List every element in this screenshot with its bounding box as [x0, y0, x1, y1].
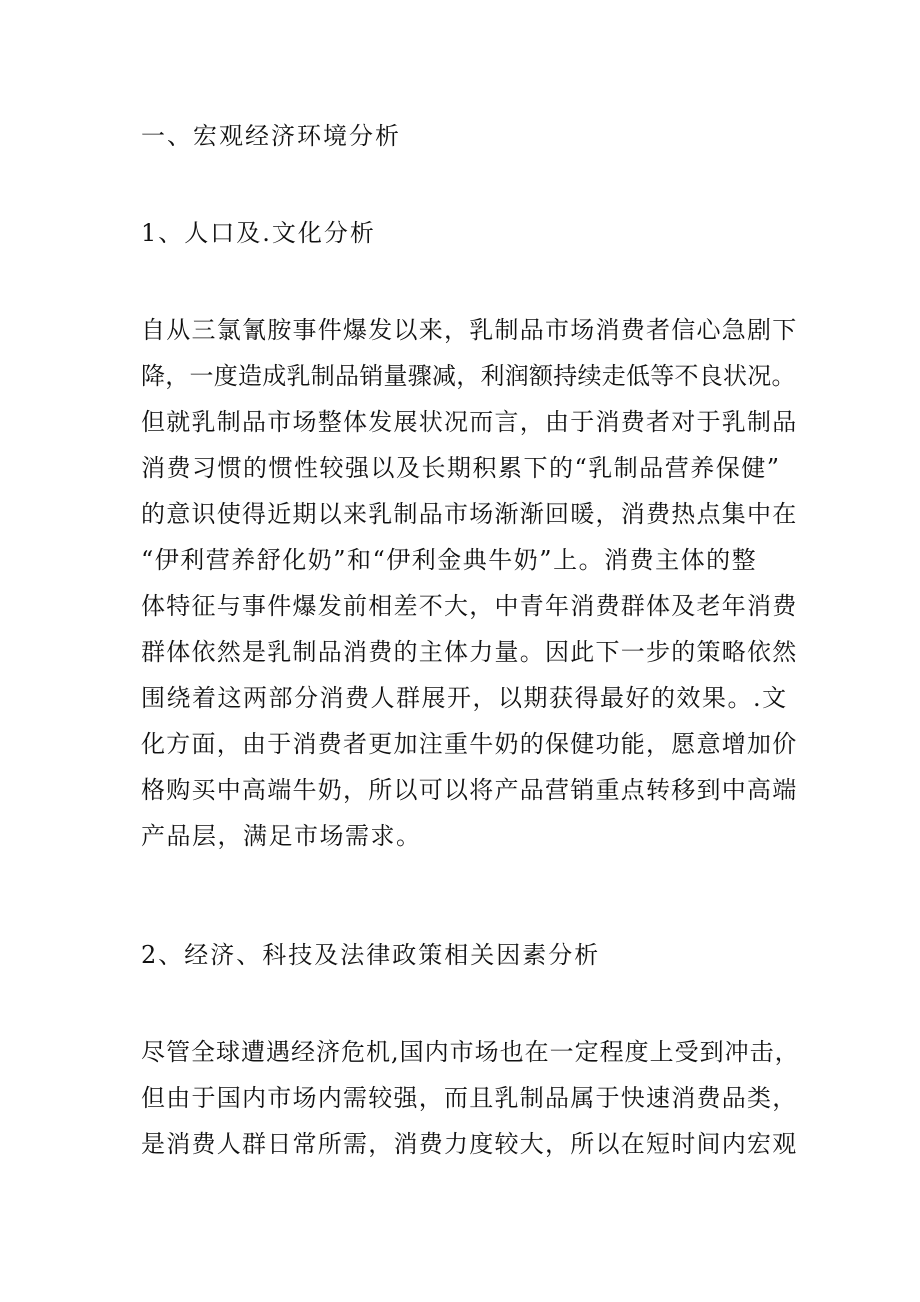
- paragraph-line: 是消费人群日常所需，消费力度较大，所以在短时间内宏观: [141, 1130, 798, 1158]
- paragraph-line: 体特征与事件爆发前相差不大，中青年消费群体及老年消费: [141, 592, 798, 620]
- paragraph-line: 化方面，由于消费者更加注重牛奶的保健功能，愿意增加价: [141, 730, 798, 758]
- subsection-1-heading: [141, 210, 801, 256]
- paragraph-line: 的意识使得近期以来乳制品市场渐渐回暖，消费热点集中在: [141, 500, 798, 528]
- paragraph-line: 但就乳制品市场整体发展状况而言，由于消费者对于乳制品: [141, 408, 798, 436]
- paragraph-line: 产品层，满足市场需求。: [141, 822, 422, 850]
- section-heading-text: 一、宏观经济环境分析: [141, 122, 401, 150]
- paragraph-line: 自从三氯氰胺事件爆发以来，乳制品市场消费者信心急剧下: [141, 316, 798, 344]
- section-heading: [141, 113, 801, 159]
- paragraph-line: 降，一度造成乳制品销量骤减，利润额持续走低等不良状况。: [141, 362, 796, 390]
- paragraph-line: 围绕着这两部分消费人群展开，以期获得最好的效果。.文: [141, 684, 788, 712]
- subsection-1-paragraph: [141, 307, 801, 859]
- paragraph-line: 尽管全球遭遇经济危机,国内市场也在一定程度上受到冲击，: [141, 1038, 800, 1066]
- paragraph-line: 消费习惯的惯性较强以及长期积累下的“乳制品营养保健”: [141, 454, 781, 482]
- paragraph-line: 格购买中高端牛奶，所以可以将产品营销重点转移到中高端: [141, 776, 798, 804]
- subsection-1-heading-text: 1、人口及.文化分析: [141, 219, 376, 247]
- paragraph-line: “伊利营养舒化奶”和“伊利金典牛奶”上。消费主体的整: [141, 546, 758, 574]
- paragraph-line: 群体依然是乳制品消费的主体力量。因此下一步的策略依然: [141, 638, 798, 666]
- subsection-2-heading: [141, 932, 801, 978]
- subsection-2-paragraph: [141, 1029, 801, 1167]
- subsection-2-heading-text: 2、经济、科技及法律政策相关因素分析: [141, 941, 601, 969]
- paragraph-line: 但由于国内市场内需较强，而且乳制品属于快速消费品类，: [141, 1084, 798, 1112]
